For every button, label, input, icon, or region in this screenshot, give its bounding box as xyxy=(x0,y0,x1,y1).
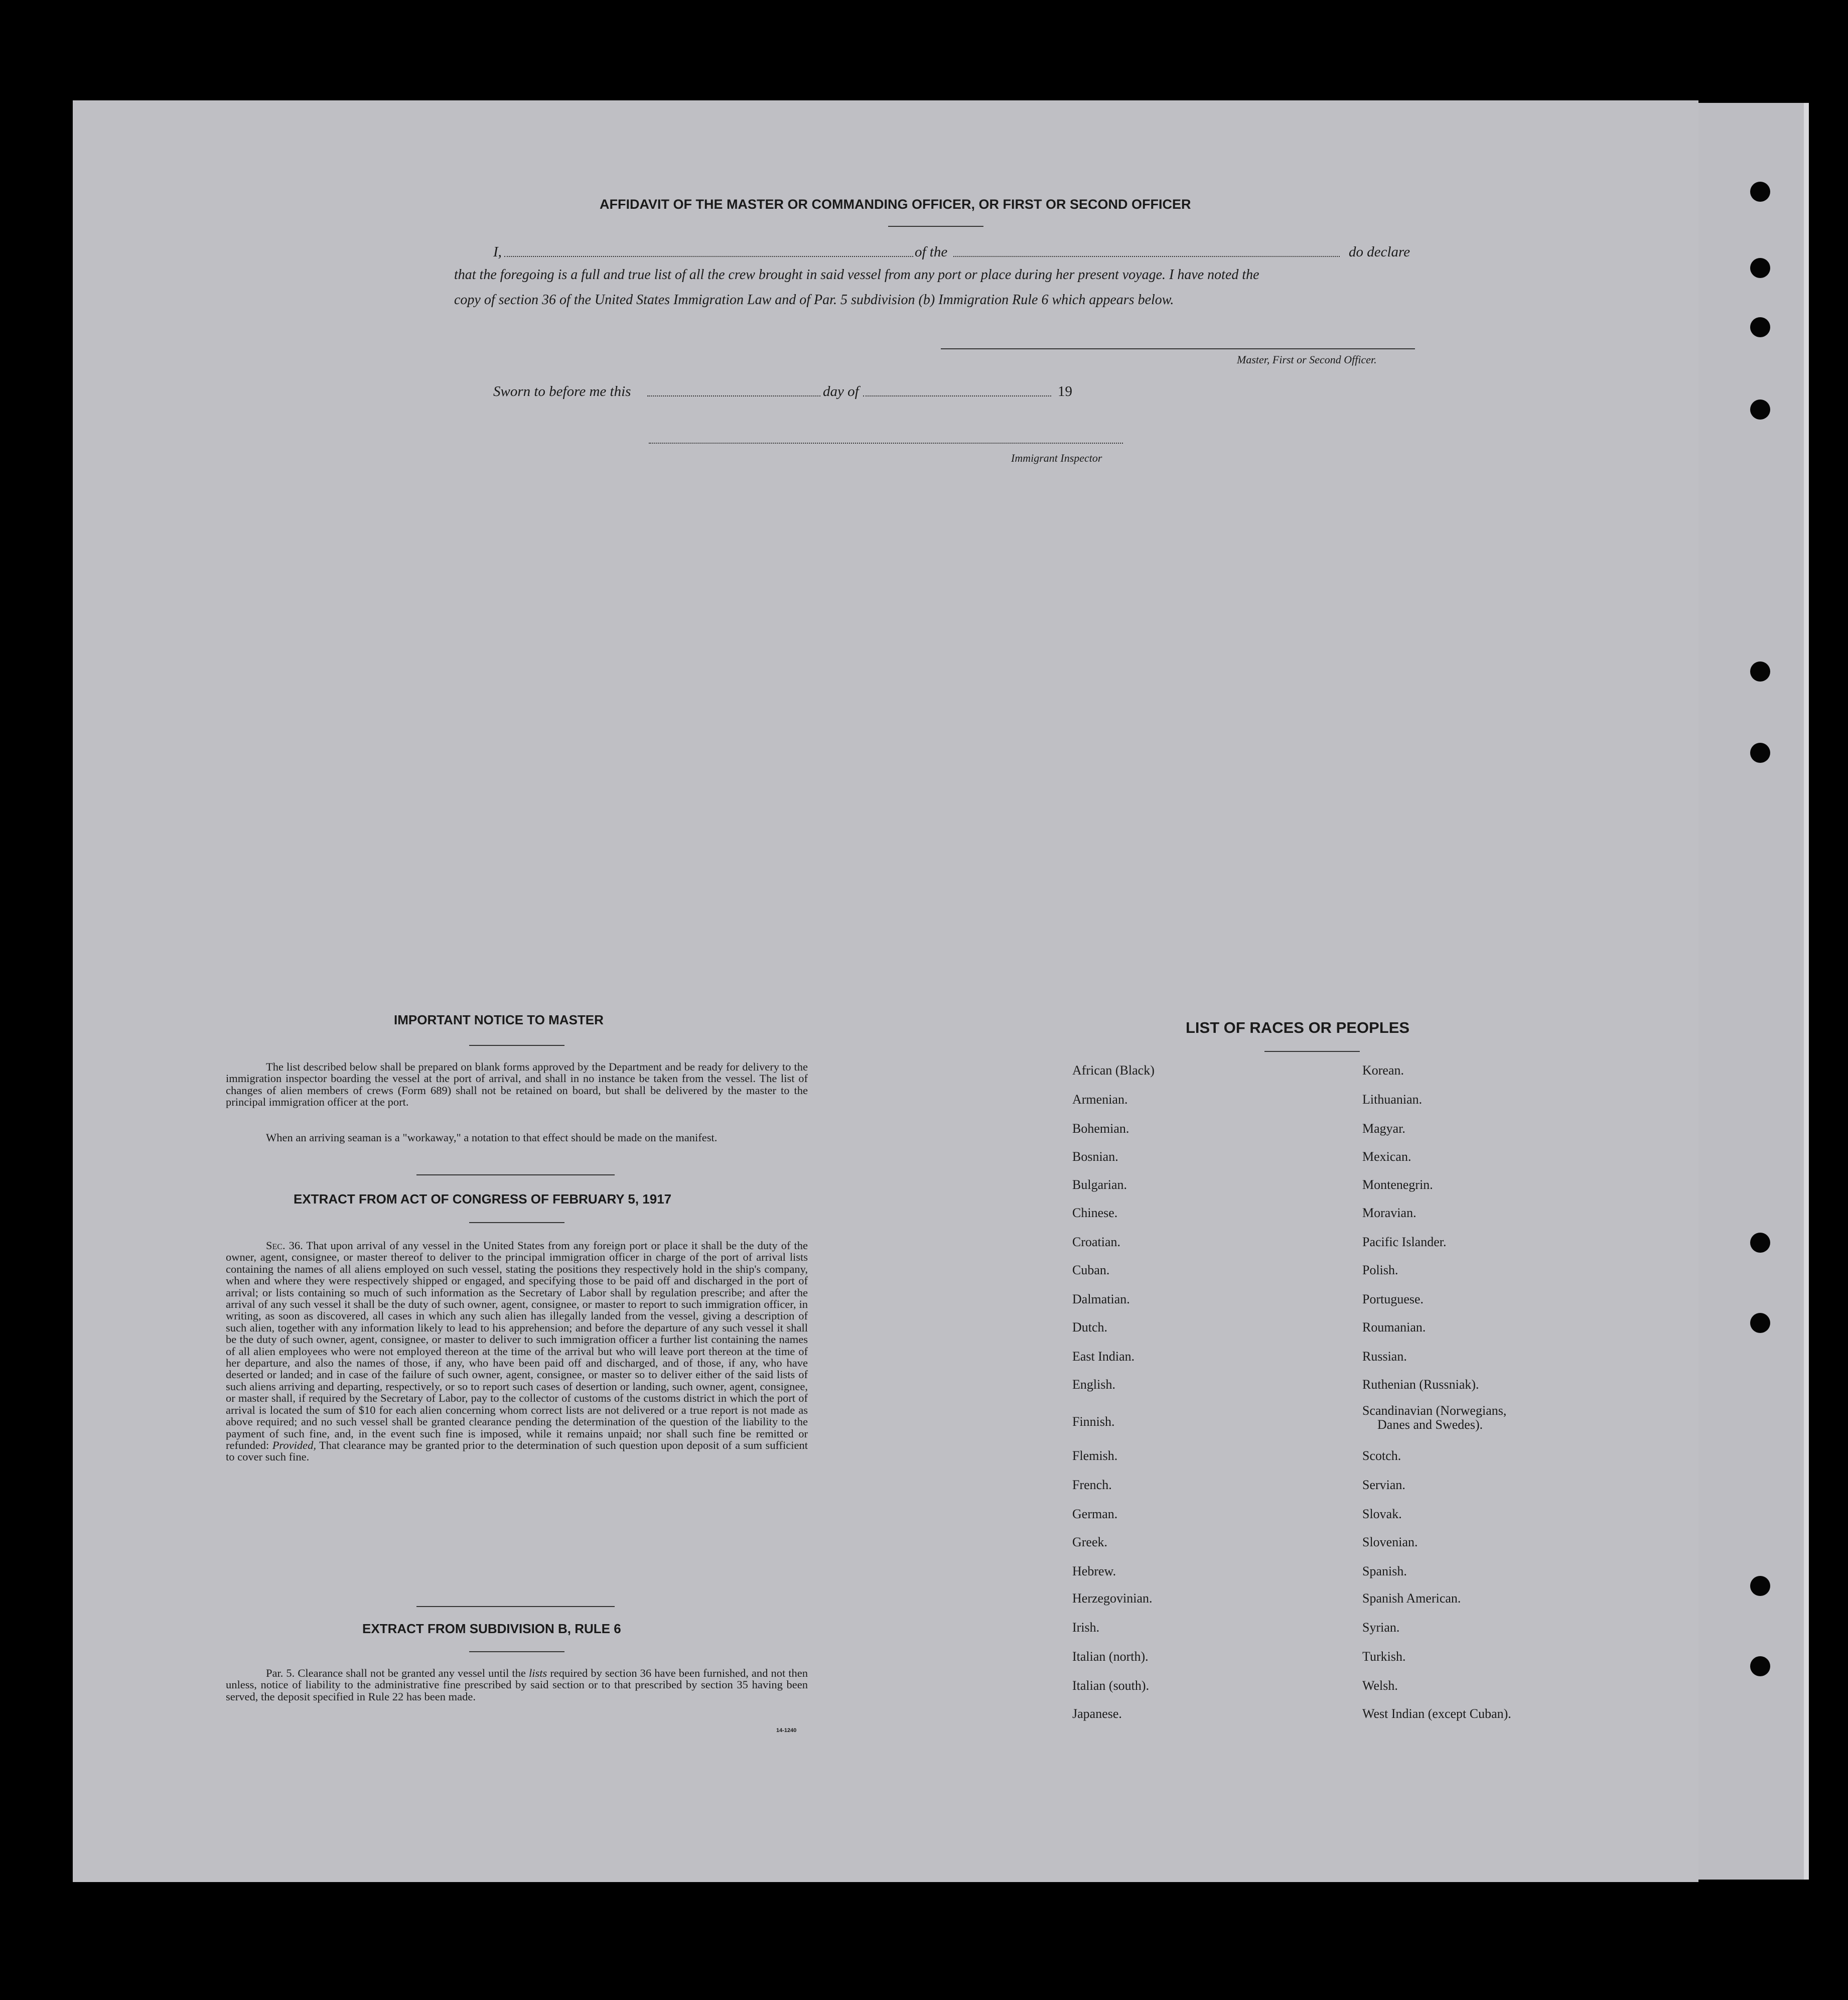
notice-paragraph-1: The list described below shall be prepared on blank forms approved by the Department and be ready for delivery to the immigration inspector boarding the vessel at the port of arrival, and shall in no instance be taken from the vessel. The list of changes of alien members of crews (Form 689) shall not be retained on board, but shall be delivered by the master to the principal immigration officer at the port. xyxy=(226,1060,808,1109)
notice-title: IMPORTANT NOTICE TO MASTER xyxy=(394,1012,604,1027)
race-item: Moravian. xyxy=(1362,1206,1416,1220)
race-item: Ruthenian (Russniak). xyxy=(1362,1377,1479,1392)
section-divider xyxy=(416,1606,615,1607)
race-item: Syrian. xyxy=(1362,1620,1400,1635)
race-item: Slovenian. xyxy=(1362,1535,1418,1549)
race-item: Scandinavian (Norwegians, xyxy=(1362,1403,1507,1418)
affidavit-i-label: I, xyxy=(493,244,502,260)
binder-hole xyxy=(1750,1313,1770,1333)
binder-hole xyxy=(1750,743,1770,763)
extract-rule-title: EXTRACT FROM SUBDIVISION B, RULE 6 xyxy=(362,1621,621,1636)
affidavit-line-1: that the foregoing is a full and true list of all the crew brought in said vessel from any port or place during her present voyage. I have noted the xyxy=(454,267,1259,283)
race-item: East Indian. xyxy=(1072,1349,1135,1364)
races-rule xyxy=(1264,1051,1360,1052)
race-item: Welsh. xyxy=(1362,1678,1398,1693)
race-item: Bosnian. xyxy=(1072,1149,1118,1164)
race-item: Mexican. xyxy=(1362,1149,1411,1164)
affidavit-title: AFFIDAVIT OF THE MASTER OR COMMANDING OFFICER, OR FIRST OR SECOND OFFICER xyxy=(600,197,1191,212)
race-item: Italian (south). xyxy=(1072,1678,1150,1693)
race-item: Russian. xyxy=(1362,1349,1407,1364)
binder-hole xyxy=(1750,661,1770,682)
race-item: English. xyxy=(1072,1377,1115,1392)
race-item: African (Black) xyxy=(1072,1063,1155,1078)
race-item: Dalmatian. xyxy=(1072,1292,1130,1306)
race-item: Polish. xyxy=(1362,1263,1398,1277)
race-item: Japanese. xyxy=(1072,1706,1122,1721)
extract-act-rule xyxy=(469,1222,564,1223)
section-36-text: Sec. 36. That upon arrival of any vessel in the United States from any foreign port or place it shall be the duty of the owner, agent, consignee, or master thereof to deliver to the principal immigration officer in charge of the port of arrival lists containing the names of all aliens employed on such vessel, stating the positions they respectively hold in the ship's company, when and where they were respectively shipped or engaged, and specifying those to be paid off and discharged in the port of arrival; or lists containing so much of such information as the Secretary of Labor shall by regulation prescribe; and after the arrival of any such vessel it shall be the duty of such owner, agent, consignee, or master to report to such immigration officer, in writing, as soon as discovered, all cases in which any such alien has illegally landed from the vessel, giving a description of such alien, together with any information likely to lead to his apprehension; and before the departure of any such vessel it shall be the duty of such owner, agent, consignee, or master to deliver to such immigration officer a further list containing the names of all alien employees who were not employed thereon at the time of the arrival but who will leave port thereon at the time of her departure, and also the names of those, if any, who have been paid off and discharged, and of those, if any, who have deserted or landed; and in case of the failure of such owner, agent, consignee, or master so to deliver either of the said lists of such aliens arriving and departing, respectively, or so to report such cases of desertion or landing, such owner, agent, consignee, or master shall, if required by the Secretary of Labor, pay to the collector of customs of the customs district in which the port of arrival is located the sum of $10 for each alien concerning whom correct lists are not delivered or a true report is not made as above required; and no such vessel shall be granted clearance pending the determination of the question of the liability to the payment of such fine, and, in the event such fine is imposed, while it remains unpaid; nor shall such fine be remitted or refunded: Provided, That clearance may be granted prior to the determination of such question upon deposit of a sum sufficient to cover such fine. xyxy=(226,1239,808,1463)
year-prefix: 19 xyxy=(1058,383,1072,399)
race-item: Greek. xyxy=(1072,1535,1108,1549)
race-item: Pacific Islander. xyxy=(1362,1235,1447,1249)
inspector-signature-line[interactable] xyxy=(649,443,1123,444)
rule-6-text: Par. 5. Clearance shall not be granted any vessel until the lists required by section 36 have been furnished, and not then unless, notice of liability to the administrative fine prescribed by said section or to that prescribed by section 35 having been served, the deposit specified in Rule 22 has been made. xyxy=(226,1667,808,1703)
race-item: Lithuanian. xyxy=(1362,1092,1423,1107)
binder-hole xyxy=(1750,399,1770,420)
race-item: Cuban. xyxy=(1072,1263,1110,1277)
notice-paragraph-2: When an arriving seaman is a "workaway," a notation to that effect should be made on the manifest. xyxy=(266,1131,718,1144)
page-overlap-shadow xyxy=(1698,103,1804,1880)
race-item: Bohemian. xyxy=(1072,1121,1129,1136)
race-item: Bulgarian. xyxy=(1072,1177,1127,1192)
binder-hole xyxy=(1750,258,1770,278)
race-item: Irish. xyxy=(1072,1620,1100,1635)
race-item: Armenian. xyxy=(1072,1092,1128,1107)
race-item: Korean. xyxy=(1362,1063,1404,1078)
race-item: Hebrew. xyxy=(1072,1564,1116,1578)
binder-hole xyxy=(1750,317,1770,337)
extract-act-title: EXTRACT FROM ACT OF CONGRESS OF FEBRUARY 5, 1917 xyxy=(294,1191,672,1207)
affidavit-do-declare: do declare xyxy=(1349,244,1410,260)
race-item: German. xyxy=(1072,1507,1118,1521)
affidavit-line-2: copy of section 36 of the United States Immigration Law and of Par. 5 subdivision (b) Immigration Rule 6 which appears below. xyxy=(454,292,1174,308)
sworn-month-field[interactable] xyxy=(863,395,1051,396)
extract-rule-rule xyxy=(469,1651,564,1652)
race-item: Servian. xyxy=(1362,1478,1405,1492)
inspector-label: Immigrant Inspector xyxy=(1011,452,1102,464)
race-item: Scotch. xyxy=(1362,1448,1401,1463)
race-item: Flemish. xyxy=(1072,1448,1118,1463)
affidavit-of-the: of the xyxy=(915,244,948,260)
race-item-continuation: Danes and Swedes). xyxy=(1377,1417,1483,1432)
race-item: Slovak. xyxy=(1362,1507,1402,1521)
title-rule xyxy=(888,226,983,227)
race-item: Italian (north). xyxy=(1072,1649,1149,1664)
vessel-name-field[interactable] xyxy=(953,256,1340,257)
page-edge xyxy=(1804,103,1809,1880)
document-page xyxy=(73,100,1698,1882)
master-signature-label: Master, First or Second Officer. xyxy=(1237,353,1377,366)
race-item: Turkish. xyxy=(1362,1649,1406,1664)
race-item: Spanish. xyxy=(1362,1564,1407,1578)
binder-hole xyxy=(1750,1656,1770,1676)
race-item: Magyar. xyxy=(1362,1121,1405,1136)
race-item: Roumanian. xyxy=(1362,1320,1426,1335)
sec-36-label: Sec. 36. xyxy=(266,1239,303,1252)
section-divider xyxy=(416,1174,615,1175)
declarant-name-field[interactable] xyxy=(504,256,913,257)
races-title: LIST OF RACES OR PEOPLES xyxy=(1186,1019,1410,1036)
race-item: West Indian (except Cuban). xyxy=(1362,1706,1511,1721)
notice-rule xyxy=(469,1045,564,1046)
race-item: Portuguese. xyxy=(1362,1292,1424,1306)
race-item: Croatian. xyxy=(1072,1235,1121,1249)
binder-hole xyxy=(1750,1233,1770,1253)
sworn-text: Sworn to before me this xyxy=(493,383,631,399)
sworn-day-field[interactable] xyxy=(647,395,820,396)
race-item: French. xyxy=(1072,1478,1112,1492)
master-signature-line[interactable] xyxy=(941,348,1415,349)
binder-hole xyxy=(1750,1576,1770,1596)
form-number: 14-1240 xyxy=(776,1727,797,1734)
race-item: Montenegrin. xyxy=(1362,1177,1433,1192)
race-item: Herzegovinian. xyxy=(1072,1591,1153,1606)
day-of-text: day of xyxy=(823,383,859,399)
race-item: Spanish American. xyxy=(1362,1591,1461,1606)
race-item: Finnish. xyxy=(1072,1414,1115,1429)
race-item: Dutch. xyxy=(1072,1320,1108,1335)
race-item: Chinese. xyxy=(1072,1206,1118,1220)
binder-hole xyxy=(1750,182,1770,202)
